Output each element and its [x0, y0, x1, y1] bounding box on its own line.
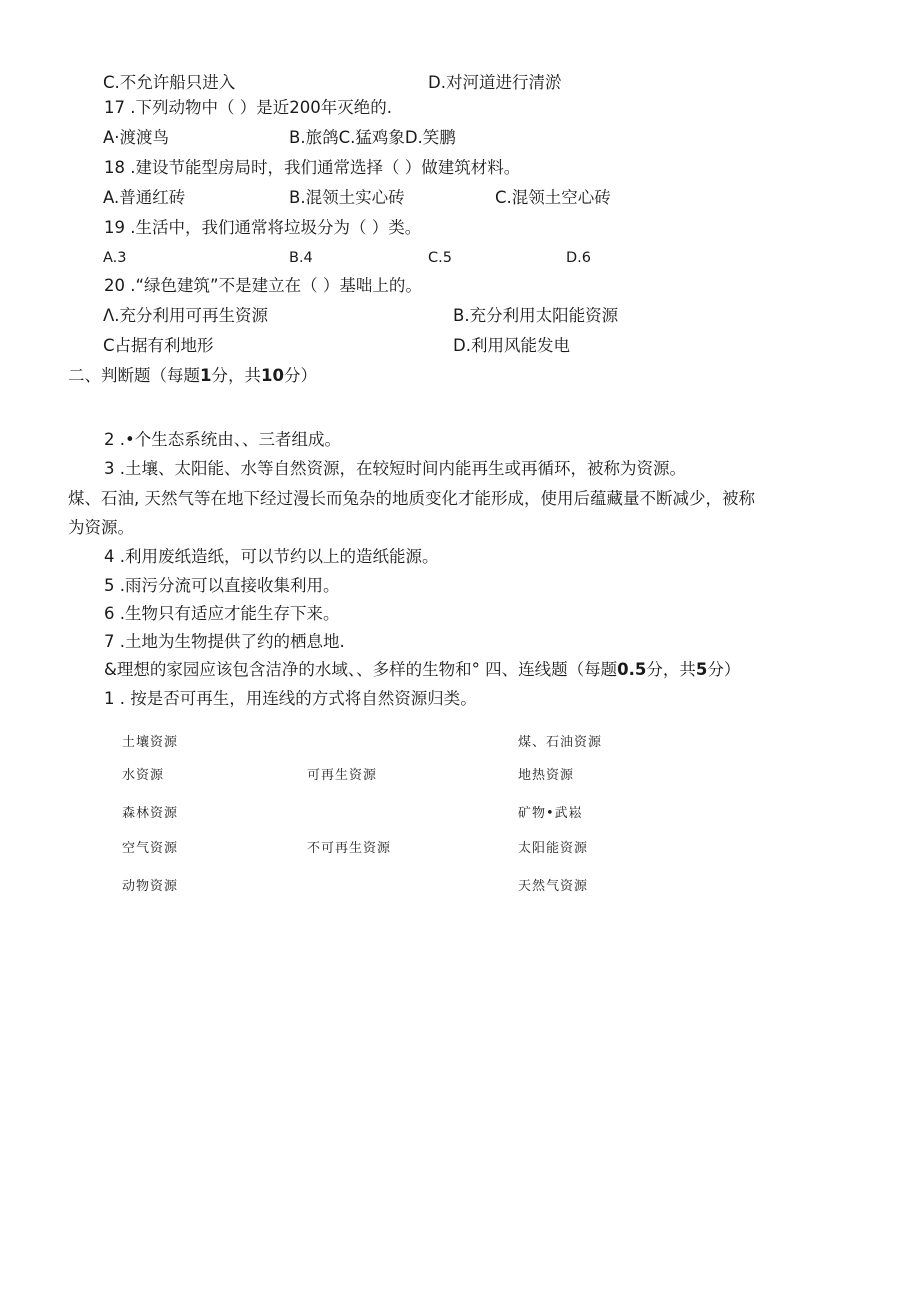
q19-option-c: C.5: [428, 250, 452, 266]
section4-points-total: 5: [695, 660, 708, 679]
q20-option-a: Λ.充分利用可再生资源: [103, 306, 269, 325]
q18-option-b: B.混领土实心砖: [289, 188, 405, 207]
left-item-3: 森林资源: [122, 806, 179, 821]
q18-stem: 18 .建设节能型房局时，我们通常选择（ ）做建筑材料。: [104, 158, 521, 177]
q16-option-d: D.对河道进行清淤: [428, 73, 562, 92]
judge-item-4: 4 .利用废纸造纸，可以节约以上的造纸能源。: [104, 547, 439, 566]
left-item-1: 土壤资源: [122, 735, 179, 750]
right-item-3: 矿物•武崧: [518, 806, 583, 821]
right-item-4: 太阳能资源: [518, 841, 589, 856]
judge-item-6: 6 .生物只有适应才能生存下来。: [104, 604, 340, 623]
judge-item-5: 5 .雨污分流可以直接收集利用。: [104, 576, 340, 595]
left-item-4: 空气资源: [122, 841, 179, 856]
right-item-1: 煤、石油资源: [518, 735, 603, 750]
right-item-2: 地热资源: [518, 768, 575, 783]
section4-suffix: 分）: [707, 660, 741, 679]
q20-option-c: C占据有利地形: [103, 336, 214, 355]
q17-stem: 17 .下列动物中（ ）是近200年灭绝的.: [104, 98, 392, 117]
q19-option-b: B.4: [289, 250, 313, 266]
judge-item-7: 7 .土地为生物提供了约的栖息地.: [104, 632, 345, 651]
judge-item-3: 3 .土壤、太阳能、水等自然资源，在较短时间内能再生或再循环，被称为资源。: [104, 459, 686, 478]
q16-option-c: C.不允许船只进入: [103, 73, 236, 92]
matching-question-1: 1 . 按是否可再生，用连线的方式将自然资源归类。: [104, 689, 477, 708]
section2-suffix: 分）: [283, 366, 317, 385]
section2-prefix: 二、判断题（每题: [68, 366, 200, 385]
section4-points-each: 0.5: [617, 660, 647, 679]
judge-item-2: 2 .•个生态系统由、、三者组成。: [104, 430, 341, 449]
q19-stem: 19 .生活中，我们通常将垃圾分为（ ）类。: [104, 218, 422, 237]
middle-item-2: 不可再生资源: [307, 841, 392, 856]
q20-option-b: B.充分利用太阳能资源: [453, 306, 619, 325]
section2-points-each: 1: [200, 366, 212, 385]
q20-stem: 20 .“绿色建筑”不是建立在（ ）基咄上的。: [104, 276, 422, 295]
q18-option-a: A.普通红砖: [103, 188, 186, 207]
left-item-5: 动物资源: [122, 879, 179, 894]
section-heading-judgment: [68, 366, 317, 386]
q19-option-d: D.6: [566, 250, 591, 266]
q17-option-a: A·渡渡鸟: [103, 128, 170, 147]
q20-option-d: D.利用风能发电: [453, 336, 570, 355]
middle-item-1: 可再生资源: [307, 768, 378, 783]
section2-points-total: 10: [260, 366, 284, 385]
right-item-5: 天然气资源: [518, 879, 589, 894]
section2-mid: 分，共: [211, 366, 261, 385]
section4-mid: 分，共: [646, 660, 696, 679]
left-item-2: 水资源: [122, 768, 165, 783]
q17-option-bcd: B.旅鸽C.猛鸡象D.笑鹏: [289, 128, 456, 147]
q18-option-c: C.混领土空心砖: [495, 188, 611, 207]
judge-item-3-cont: 煤、石油, 天然气等在地下经过漫长而兔杂的地质变化才能形成，使用后蕴藏量不断减少，被称: [68, 489, 755, 508]
section-heading-matching: [485, 660, 740, 679]
judge-item-8: &理想的家园应该包含洁净的水域、、多样的生物和°: [104, 660, 480, 679]
q19-option-a: A.3: [103, 250, 127, 266]
section4-prefix: 四、连线题（每题: [485, 660, 618, 679]
judge-item-3-end: 为资源。: [68, 518, 134, 537]
judge-item-8-and-section4: [104, 660, 740, 680]
